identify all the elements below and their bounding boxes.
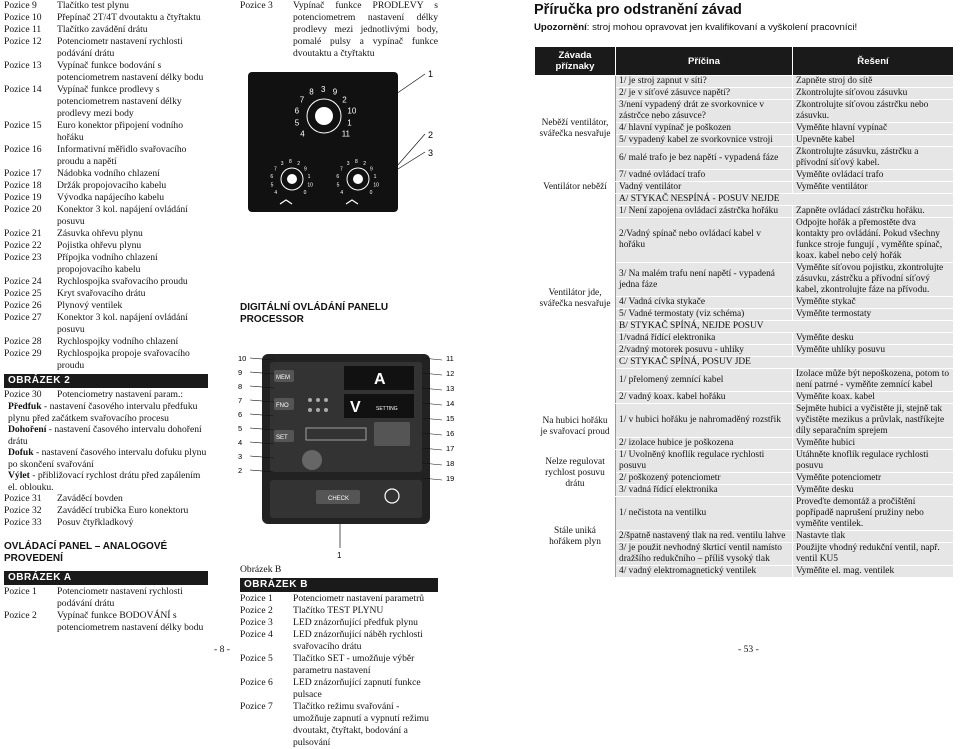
fault-cell: Ventilátor jde, svářečka nesvařuje bbox=[535, 194, 616, 404]
vylet-term: Výlet bbox=[8, 470, 30, 481]
dial-number: 10 bbox=[307, 182, 313, 189]
callout-bottom: 1 bbox=[337, 551, 342, 560]
solution-cell: Nastavte tlak bbox=[793, 531, 954, 543]
left-column bbox=[4, 0, 208, 634]
dial-number: 9 bbox=[370, 166, 373, 173]
position-value: Rychlospojky vodního chlazení bbox=[57, 336, 179, 347]
led-indicator bbox=[324, 408, 328, 412]
predfuk-text: - nastavení časového intervalu předfuku plynu před začátkem svařovacího procesu bbox=[8, 401, 198, 424]
position-list-a bbox=[4, 586, 208, 634]
dial-number: 3 bbox=[280, 160, 284, 167]
solution-cell: Vyměňte el. mag. ventilek bbox=[793, 566, 954, 578]
position-key: Pozice 17 bbox=[4, 168, 42, 179]
position-key: Pozice 28 bbox=[4, 336, 42, 347]
mode-button[interactable] bbox=[374, 422, 410, 446]
dial-number: 2 bbox=[342, 95, 347, 105]
dial-number: 6 bbox=[336, 174, 340, 180]
dial-number: 8 bbox=[309, 87, 314, 97]
position-key: Pozice 1 bbox=[240, 593, 273, 604]
check-label: CHECK bbox=[328, 496, 350, 502]
position-value: Tlačítko SET - umožňuje výběr parametru nastavení bbox=[293, 653, 415, 676]
callout-number: 12 bbox=[446, 369, 455, 378]
table-row bbox=[535, 194, 954, 206]
position-row bbox=[4, 0, 208, 12]
table-row bbox=[535, 404, 954, 438]
cause-cell: 2/ vadný koax. kabel hořáku bbox=[616, 392, 793, 404]
position-row bbox=[4, 120, 208, 144]
led-indicator bbox=[316, 408, 320, 412]
position-value: Zásuvka ohřevu plynu bbox=[57, 228, 143, 239]
callout-number: 19 bbox=[446, 474, 455, 483]
position-row bbox=[4, 60, 208, 84]
dial-number: 5 bbox=[270, 182, 274, 189]
dial-number: 5 bbox=[336, 182, 340, 189]
dohoreni-paragraph bbox=[4, 424, 208, 447]
position-value: Rychlospojka svařovacího proudu bbox=[57, 276, 188, 287]
fault-cell: Na hubici hořáku je svařovací proud bbox=[535, 404, 616, 450]
position-value: Kryt svařovacího drátu bbox=[57, 288, 146, 299]
right-callouts bbox=[422, 354, 454, 483]
position-list-2 bbox=[4, 493, 208, 529]
dial-number: 7 bbox=[274, 166, 277, 173]
position-row bbox=[4, 228, 208, 240]
position-key: Pozice 23 bbox=[4, 252, 42, 263]
digital-panel-figure bbox=[236, 336, 474, 566]
position-key: Pozice 19 bbox=[4, 192, 42, 203]
cause-cell: 4/ hlavní vypínač je poškozen bbox=[616, 123, 793, 135]
dial-number: 0 bbox=[369, 190, 373, 197]
dial-number: 4 bbox=[340, 190, 344, 197]
warning-text: : stroj mohou opravovat jen kvalifikovaní a vyškolení pracovníci! bbox=[586, 22, 858, 33]
position-value: Vývodka napájecího kabelu bbox=[57, 192, 165, 203]
solution-cell: Proveďte demontáž a pročištění popřípadě naprušení pružiny nebo vyměňte ventilek. bbox=[793, 497, 954, 531]
dial-number: 9 bbox=[332, 87, 338, 97]
callout-number: 16 bbox=[446, 429, 455, 438]
position-row bbox=[240, 593, 438, 605]
position-key: Pozice 11 bbox=[4, 24, 42, 35]
table-row bbox=[535, 182, 954, 194]
position-key: Pozice 3 bbox=[240, 0, 273, 11]
fault-cell: Stále uniká hořákem plyn bbox=[535, 497, 616, 578]
figure-b-caption: Obrázek B bbox=[240, 564, 282, 575]
position-row bbox=[4, 192, 208, 204]
solution-cell: Vyměňte desku bbox=[793, 333, 954, 345]
dial-number: 4 bbox=[274, 190, 278, 197]
position-row bbox=[4, 204, 208, 228]
position-value: Informativní měřidlo svařovacího proudu a napětí bbox=[57, 144, 187, 167]
position-row bbox=[240, 677, 438, 701]
position-key: Pozice 31 bbox=[4, 493, 42, 504]
fno-label: FNO bbox=[276, 403, 289, 409]
cause-cell: 1/ Není zapojena ovládací zástrčka hořáku bbox=[616, 206, 793, 218]
solution-cell: Izolace může být nepoškozena, potom to není patrné - vyměňte zemnící kabel bbox=[793, 369, 954, 392]
position-key: Pozice 6 bbox=[240, 677, 273, 688]
voltage-display-unit: V bbox=[350, 399, 361, 416]
position-row bbox=[4, 389, 208, 401]
position-key: Pozice 20 bbox=[4, 204, 42, 215]
position-key: Pozice 27 bbox=[4, 312, 42, 323]
dial-number: 10 bbox=[373, 182, 379, 189]
position-row bbox=[4, 276, 208, 288]
callout-number: 8 bbox=[238, 382, 243, 391]
dohoreni-term: Dohoření bbox=[8, 424, 47, 435]
dofuk-paragraph bbox=[4, 447, 208, 470]
position-value: Držák propojovacího kabelu bbox=[57, 180, 167, 191]
dial-number: 7 bbox=[299, 95, 305, 105]
subheading-cell: C/ STYKAČ SPÍNÁ, POSUV JDE bbox=[616, 357, 954, 369]
position-key: Pozice 33 bbox=[4, 517, 42, 528]
position-row bbox=[4, 288, 208, 300]
section-title-digital: DIGITÁLNÍ OVLÁDÁNÍ PANELU PROCESSOR bbox=[240, 302, 389, 325]
callout-number: 10 bbox=[238, 354, 247, 363]
position-row bbox=[4, 493, 208, 505]
current-display-unit: A bbox=[374, 371, 386, 388]
position-row bbox=[4, 24, 208, 36]
position-value: Vypínač funkce BODOVÁNÍ s potenciometrem nastavení délky bodu bbox=[57, 610, 204, 633]
dial-number: 1 bbox=[347, 118, 352, 128]
solution-cell: Upevněte kabel bbox=[793, 135, 954, 147]
position-list-1 bbox=[4, 0, 208, 372]
position-key: Pozice 22 bbox=[4, 240, 42, 251]
callout-number: 15 bbox=[446, 414, 455, 423]
position-value: Vypínač funkce PRODLEVY s potenciometrem nastavení délky prodlevy mezi jednotlivými body, pomalé pulsy a vypínač funkce dvoutaktu a čtyřtaktu bbox=[293, 0, 438, 59]
callout-number: 3 bbox=[238, 452, 243, 461]
callout-number: 11 bbox=[446, 354, 454, 363]
page-number-right: - 53 - bbox=[738, 644, 759, 655]
cause-cell: 1/ nečistota na ventilku bbox=[616, 497, 793, 531]
fault-cell: Nelze regulovat rychlost posuvu drátu bbox=[535, 450, 616, 497]
led-indicator bbox=[308, 408, 312, 412]
dial-number: 5 bbox=[294, 118, 300, 128]
callout-1: 1 bbox=[428, 69, 434, 79]
solution-cell: Vyměňte ventilátor bbox=[793, 182, 954, 194]
dial-number: 8 bbox=[355, 159, 358, 165]
analog-panel-figure bbox=[240, 64, 440, 214]
dial-number: 3 bbox=[321, 85, 326, 94]
solution-cell: Vyměňte hubici bbox=[793, 438, 954, 450]
position-value: Potenciometr nastavení parametrů bbox=[293, 593, 425, 604]
cause-cell: 1/ přelomený zemnící kabel bbox=[616, 369, 793, 392]
position-row bbox=[4, 312, 208, 336]
dial-number: 4 bbox=[300, 129, 305, 139]
cause-cell: 5/ vypadený kabel ze svorkovnice vstroji bbox=[616, 135, 793, 147]
position-value: Tlačítko test plynu bbox=[57, 0, 129, 11]
position-row bbox=[4, 12, 208, 24]
subheading-cell: A/ STYKAČ NESPÍNÁ - POSUV NEJDE bbox=[616, 194, 954, 206]
position-row bbox=[4, 144, 208, 168]
dial-number: 0 bbox=[303, 190, 307, 197]
dial-number: 2 bbox=[297, 160, 301, 167]
predfuk-term: Předfuk bbox=[8, 401, 42, 412]
subheading-cell: B/ STYKAČ SPÍNÁ, NEJDE POSUV bbox=[616, 321, 954, 333]
position-row bbox=[4, 252, 208, 276]
position-row bbox=[4, 36, 208, 60]
header-pricina: Příčina bbox=[616, 47, 793, 76]
position-row bbox=[240, 0, 438, 60]
callout-line bbox=[396, 74, 425, 94]
position-value: Potenciometr nastavení rychlosti podávání drátu bbox=[57, 586, 183, 609]
solution-cell: Vyměňte desku bbox=[793, 485, 954, 497]
vylet-text: - přibližovací rychlost drátu před zapálením el. oblouku. bbox=[8, 470, 201, 493]
position-value: Potenciometry nastavení param.: bbox=[57, 389, 184, 400]
position-key: Pozice 30 bbox=[4, 389, 42, 400]
led-indicator bbox=[316, 398, 320, 402]
dial-number: 1 bbox=[373, 174, 377, 180]
position-key: Pozice 3 bbox=[240, 617, 273, 628]
cause-cell: 1/ je stroj zapnut v síti? bbox=[616, 76, 793, 88]
fault-cell: Ventilátor neběží bbox=[535, 182, 616, 194]
position-value: Konektor 3 kol. napájení ovládání posuvu bbox=[57, 204, 188, 227]
dial-number: 8 bbox=[289, 159, 292, 165]
position-value: LED znázorňující předfuk plynu bbox=[293, 617, 418, 628]
position-key: Pozice 21 bbox=[4, 228, 42, 239]
position-value: LED znázorňující náběh rychlosti svařovacího drátu bbox=[293, 629, 423, 652]
position-key: Pozice 32 bbox=[4, 505, 42, 516]
dofuk-term: Dofuk bbox=[8, 447, 34, 458]
position-row bbox=[240, 605, 438, 617]
table-row bbox=[535, 497, 954, 531]
callout-number: 17 bbox=[446, 444, 455, 453]
position-value: Posuv čtyřkladkový bbox=[57, 517, 134, 528]
cause-cell: 5/ Vadné termostaty (viz schéma) bbox=[616, 309, 793, 321]
solution-cell: Vyměňte stykač bbox=[793, 297, 954, 309]
position-value: Vypínač funkce prodlevy s potenciometrem nastavení délky prodlevy mezi body bbox=[57, 84, 182, 119]
callout-number: 4 bbox=[238, 438, 243, 447]
position-key: Pozice 5 bbox=[240, 653, 273, 664]
position-key: Pozice 18 bbox=[4, 180, 42, 191]
position-value: Přípojka vodního chlazení propojovacího kabelu bbox=[57, 252, 158, 275]
solution-cell: Zkontrolujte síťovou zásuvku bbox=[793, 88, 954, 100]
cause-cell: 2/vadný motorek posuvu - uhlíky bbox=[616, 345, 793, 357]
dial-number: 2 bbox=[363, 160, 367, 167]
dial-number: 6 bbox=[270, 174, 274, 180]
callout-3: 3 bbox=[428, 148, 434, 158]
solution-cell: Vyměňte termostaty bbox=[793, 309, 954, 321]
pause-knob bbox=[353, 174, 363, 184]
mem-label: MEM bbox=[276, 375, 290, 381]
solution-cell: Zkontrolujte zásuvku, zástrčku a přívodní síťový kabel. bbox=[793, 147, 954, 170]
position-value: Tlačítko TEST PLYNU bbox=[293, 605, 384, 616]
figure-2-label: OBRÁZEK 2 bbox=[4, 374, 208, 388]
solution-cell: Použijte vhodný redukční ventil, např. ventil KU5 bbox=[793, 543, 954, 566]
cause-cell: 2/špatně nastavený tlak na red. ventilu lahve bbox=[616, 531, 793, 543]
dial-number: 11 bbox=[341, 129, 351, 139]
dial-number: 1 bbox=[307, 174, 311, 180]
cause-cell: 1/ Uvolněný knoflík regulace rychlosti posuvu bbox=[616, 450, 793, 473]
position-row bbox=[240, 653, 438, 677]
callout-2: 2 bbox=[428, 130, 434, 140]
position-row bbox=[240, 701, 438, 749]
parameter-knob[interactable] bbox=[302, 450, 322, 470]
position-key: Pozice 2 bbox=[4, 610, 37, 621]
position-row bbox=[4, 180, 208, 192]
header-reseni: Řešení bbox=[793, 47, 954, 76]
speed-knob bbox=[315, 107, 333, 125]
cause-cell: 2/ izolace hubice je poškozena bbox=[616, 438, 793, 450]
position-key: Pozice 25 bbox=[4, 288, 42, 299]
position-key: Pozice 2 bbox=[240, 605, 273, 616]
position-value: Zaváděcí bovden bbox=[57, 493, 123, 504]
cause-cell: 2/ poškozený potenciometr bbox=[616, 473, 793, 485]
position-row bbox=[4, 336, 208, 348]
setting-label: SETTING bbox=[376, 406, 398, 412]
callout-number: 9 bbox=[238, 368, 243, 377]
cause-cell: 4/ Vadná cívka stykače bbox=[616, 297, 793, 309]
position-row bbox=[4, 586, 208, 610]
table-row bbox=[535, 76, 954, 88]
position-key: Pozice 15 bbox=[4, 120, 42, 131]
dial-number: 6 bbox=[294, 106, 300, 116]
set-label: SET bbox=[276, 435, 288, 441]
position-key: Pozice 4 bbox=[240, 629, 273, 640]
callout-number: 6 bbox=[238, 410, 243, 419]
position-value: Plynový ventilek bbox=[57, 300, 123, 311]
position-value: Konektor 3 kol. napájení ovládání posuvu bbox=[57, 312, 188, 335]
callout-number: 14 bbox=[446, 399, 455, 408]
position-row bbox=[4, 348, 208, 372]
position-key: Pozice 29 bbox=[4, 348, 42, 359]
solution-cell: Sejměte hubici a vyčistěte ji, stejně tak vyčistěte mezikus a průvlak, nastříkejte díly separačním sprejem bbox=[793, 404, 954, 438]
dial-number: 3 bbox=[346, 160, 350, 167]
cause-cell: 4/ vadný elektromagnetický ventilek bbox=[616, 566, 793, 578]
cause-cell: 3/ je použit nevhodný škrticí ventil namísto dražšího redukčního – příliš vysoký tlak bbox=[616, 543, 793, 566]
position-value: Nádobka vodního chlazení bbox=[57, 168, 160, 179]
solution-cell: Odpojte hořák a přemostěte dva kontakty pro ovládání. Pokud všechny funkce stroje fungují , vyměňte spínač, koax. kabel nebo celý hořák bbox=[793, 218, 954, 263]
cause-cell: 7/ vadné ovládací trafo bbox=[616, 170, 793, 182]
position-key: Pozice 12 bbox=[4, 36, 42, 47]
warning-note bbox=[534, 22, 956, 34]
position-value: Přepínač 2T/4T dvoutaktu a čtyřtaktu bbox=[57, 12, 201, 23]
position-list-b bbox=[240, 593, 438, 749]
cause-cell: 3/ Na malém trafu není napětí - vypadená jedna fáze bbox=[616, 263, 793, 297]
position-row bbox=[4, 517, 208, 529]
figure-b-label: OBRÁZEK B bbox=[240, 578, 438, 592]
solution-cell: Vyměňte síťovou pojistku, zkontrolujte zásuvku, zástrčku a přívodní síťový kabel, zkontrolujte fáze na přívodu. bbox=[793, 263, 954, 297]
position-value: Euro konektor připojení vodního hořáku bbox=[57, 120, 184, 143]
callout-number: 13 bbox=[446, 384, 455, 393]
position-key: Pozice 14 bbox=[4, 84, 42, 95]
position-row bbox=[240, 617, 438, 629]
position-row bbox=[240, 629, 438, 653]
dial-number: 9 bbox=[304, 166, 307, 173]
cause-cell: 2/ je v síťové zásuvce napětí? bbox=[616, 88, 793, 100]
solution-cell: Zkontrolujte síťovou zástrčku nebo zásuvku. bbox=[793, 100, 954, 123]
vylet-paragraph bbox=[4, 470, 208, 493]
position-value: Rychlospojka propoje svařovacího proudu bbox=[57, 348, 190, 371]
solution-cell: Utáhněte knoflík regulace rychlosti posuvu bbox=[793, 450, 954, 473]
position-key: Pozice 16 bbox=[4, 144, 42, 155]
page-title: Příručka pro odstranění závad bbox=[534, 2, 742, 18]
solution-cell: Vyměňte hlavní vypínač bbox=[793, 123, 954, 135]
cause-cell: 3/není vypadený drát ze svorkovnice v zástrčce nebo zásuvce? bbox=[616, 100, 793, 123]
position-value: Tlačítko režimu svařování - umožňuje zapnutí a vypnutí režimu dvoutakt, čtyřtakt, bodování a pulsování bbox=[293, 701, 429, 748]
warning-label: Upozornění bbox=[534, 22, 587, 33]
cause-cell: 3/ vadná řídící elektronika bbox=[616, 485, 793, 497]
cause-cell: 1/vadná řídící elektronika bbox=[616, 333, 793, 345]
position-key: Pozice 1 bbox=[4, 586, 37, 597]
solution-cell: Zapněte ovládací zástrčku hořáku. bbox=[793, 206, 954, 218]
dial-number: 10 bbox=[347, 106, 357, 116]
position-row bbox=[4, 84, 208, 120]
figure-a-label: OBRÁZEK A bbox=[4, 571, 208, 585]
position-key: Pozice 9 bbox=[4, 0, 37, 11]
page-number-left: - 8 - bbox=[214, 644, 230, 655]
solution-cell: Vyměňte uhlíky posuvu bbox=[793, 345, 954, 357]
fault-cell: Neběží ventilátor, svářečka nesvařuje bbox=[535, 76, 616, 182]
callout-number: 2 bbox=[238, 466, 243, 475]
solution-cell: Zapněte stroj do sítě bbox=[793, 76, 954, 88]
middle-column bbox=[238, 0, 455, 749]
troubleshooting-table bbox=[534, 46, 954, 578]
table-header-row bbox=[535, 47, 954, 76]
position-key: Pozice 24 bbox=[4, 276, 42, 287]
position-value: Zaváděcí trubička Euro konektoru bbox=[57, 505, 189, 516]
dial-number: 7 bbox=[340, 166, 343, 173]
cause-cell: 6/ malé trafo je bez napětí - vypadená fáze bbox=[616, 147, 793, 170]
position-value: Vypínač funkce bodování s potenciometrem nastavení délky bodu bbox=[57, 60, 204, 83]
position-value: Tlačítko zavádění drátu bbox=[57, 24, 148, 35]
position-row bbox=[4, 610, 208, 634]
cause-cell: 2/Vadný spínač nebo ovládací kabel v hořáku bbox=[616, 218, 793, 263]
position-row bbox=[4, 505, 208, 517]
callout-number: 7 bbox=[238, 396, 243, 405]
position-key: Pozice 10 bbox=[4, 12, 42, 23]
led-indicator bbox=[308, 398, 312, 402]
header-zavada: Závada příznaky bbox=[535, 47, 616, 76]
cause-cell: Vadný ventilátor bbox=[616, 182, 793, 194]
position-value: Pojistka ohřevu plynu bbox=[57, 240, 142, 251]
callout-number: 5 bbox=[238, 424, 243, 433]
position-row bbox=[4, 168, 208, 180]
callout-number: 18 bbox=[446, 459, 455, 468]
cause-cell: 1/ v hubici hořáku je nahromaděný rozstřik bbox=[616, 404, 793, 438]
position-row bbox=[4, 300, 208, 312]
position-value: LED znázorňující zapnutí funkce pulsace bbox=[293, 677, 421, 700]
position-key: Pozice 13 bbox=[4, 60, 42, 71]
dofuk-text: - nastavení časového intervalu dofuku plynu po skončení svařování bbox=[8, 447, 207, 470]
dohoreni-text: - nastavení časového intervalu dohoření drátu bbox=[8, 424, 202, 447]
position-row bbox=[4, 240, 208, 252]
section-title-analog: OVLÁDACÍ PANEL – ANALOGOVÉ PROVEDENÍ bbox=[4, 541, 168, 564]
spot-knob bbox=[287, 174, 297, 184]
solution-cell: Vyměňte potenciometr bbox=[793, 473, 954, 485]
table-row bbox=[535, 450, 954, 473]
position-value: Potenciometr nastavení rychlosti podávání drátu bbox=[57, 36, 183, 59]
right-column bbox=[534, 0, 956, 578]
led-indicator bbox=[324, 398, 328, 402]
position-key: Pozice 7 bbox=[240, 701, 273, 712]
solution-cell: Vyměňte ovládací trafo bbox=[793, 170, 954, 182]
predfuk-paragraph bbox=[4, 401, 208, 424]
position-key: Pozice 26 bbox=[4, 300, 42, 311]
solution-cell: Vyměňte koax. kabel bbox=[793, 392, 954, 404]
